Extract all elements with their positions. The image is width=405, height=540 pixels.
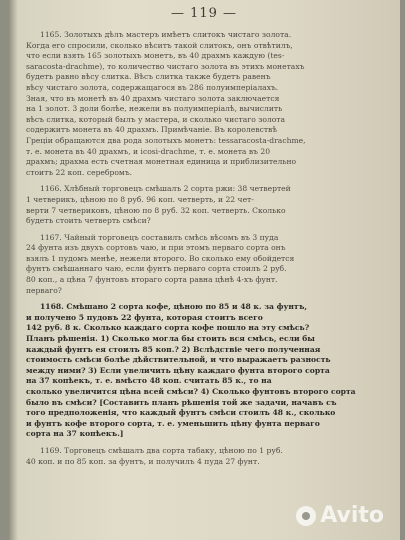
problem-1165	[26, 30, 390, 178]
text-line: 1169. Торговецъ смѣшалъ два сорта табаку, цѣною по 1 руб.	[40, 445, 283, 455]
text-line: 1167. Чайный торговецъ составилъ смѣсь вѣсомъ въ 3 пуда	[40, 232, 279, 242]
page-body	[26, 30, 390, 473]
book-page	[8, 0, 400, 540]
text-line: Зная, что въ монетѣ въ 40 драхмъ чистаго золота заключается	[26, 93, 280, 103]
problem-1167	[26, 233, 390, 297]
text-line: saracosta-drachme), то количество чистаго золота въ этихъ монетахъ	[26, 61, 305, 71]
text-line: того предположенія, что каждый фунтъ смѣси стоилъ 48 к., сколько	[26, 408, 336, 418]
text-line: 1165. Золотыхъ дѣлъ мастеръ имѣетъ слитокъ чистаго золота.	[40, 30, 292, 39]
text-line: Планъ рѣшенія. 1) Сколько могла бы стоить вся смѣсь, если бы	[26, 334, 315, 344]
problem-1168	[26, 302, 390, 440]
text-line: драхмъ; драхма есть счетная монетная единица и приблизительно	[26, 157, 297, 167]
page-number: — 119 —	[170, 6, 238, 21]
text-line: между ними? 3) Если увеличить цѣну каждаго фунта второго сорта	[26, 365, 330, 375]
text-line: будетъ стоить четверть смѣси?	[26, 216, 151, 226]
text-line: 40 коп. и по 85 коп. за фунтъ, и получилъ 4 пуда 27 фунт.	[26, 456, 260, 466]
text-line: 24 фунта изъ двухъ сортовъ чаю, и при этомъ перваго сорта онъ	[26, 243, 286, 253]
text-line: 1166. Хлѣбный торговецъ смѣшалъ 2 сорта ржи: 38 четвертей	[40, 184, 291, 194]
text-line: стоимость смѣси болѣе дѣйствительной, и что выражаетъ разность	[26, 355, 331, 365]
problem-1169	[26, 446, 390, 467]
text-line: взялъ 1 пудомъ менѣе, нежели второго. Во сколько ему обойдется	[26, 253, 295, 263]
text-line: Греціи обращаются два рода золотыхъ монетъ: tessaracosta-drachme,	[26, 135, 306, 145]
text-line: 1168. Смѣшано 2 сорта кофе, цѣною по 85 и 48 к. за фунтъ,	[40, 302, 308, 312]
text-line: каждый фунтъ ея стоилъ 85 коп.? 2) Вслѣдствіе чего полученная	[26, 344, 321, 354]
text-line: на 37 копѣекъ, т. е. вмѣсто 48 коп. считать 85 к., то на	[26, 376, 272, 386]
problem-1166	[26, 184, 390, 226]
text-line: было въ смѣси? [Составить планъ рѣшенія той же задачи, начавъ съ	[26, 397, 337, 407]
text-line: стоитъ 22 коп. серебромъ.	[26, 167, 133, 177]
watermark-text: Avito	[320, 503, 384, 528]
text-line: 1 четверикъ, цѣною по 8 руб. 96 коп. четверть, и 22 чет-	[26, 194, 254, 204]
text-line: и фунтъ кофе второго сорта, т. е. уменьшить цѣну фунта перваго	[26, 418, 320, 428]
text-line: сорта на 37 копѣекъ.]	[26, 429, 124, 439]
text-line: 80 коп., а цѣна 7 фунтовъ втораго сорта равна цѣнѣ 4-хъ фунт.	[26, 275, 278, 285]
avito-logo-icon	[296, 506, 316, 526]
text-line: фунтъ смѣшаннаго чаю, если фунтъ перваго сорта стоилъ 2 руб.	[26, 264, 287, 274]
text-line: перваго?	[26, 285, 62, 295]
text-line: будетъ равно вѣсу слитка. Вѣсъ слитка также будетъ равенъ	[26, 72, 271, 82]
text-line: вѣсу чистаго золота, содержащагося въ 286 полуимперіалахъ.	[26, 82, 279, 92]
text-line: 142 руб. 8 к. Сколько каждаго сорта кофе пошло на эту смѣсь?	[26, 323, 310, 333]
text-line: вѣсъ слитка, который былъ у мастера, и сколько чистаго золота	[26, 114, 286, 124]
avito-watermark	[296, 503, 384, 528]
text-line: и получено 5 пудовъ 22 фунта, которая стоитъ всего	[26, 312, 263, 322]
text-line: что если взять 165 золотыхъ монетъ, въ 40 драхмъ каждую (tes-	[26, 51, 285, 61]
page-gutter-shadow	[8, 0, 18, 540]
text-line: верти 7 четвериковъ, цѣною по 8 руб. 32 коп. четверть. Сколько	[26, 205, 286, 215]
text-line: Когда его спросили, сколько вѣситъ такой слитокъ, онъ отвѣтилъ,	[26, 40, 293, 50]
text-line: т. е. монета въ 40 драхмъ, и icosi-drachme, т. е. монета въ 20	[26, 146, 271, 156]
text-line: содержитъ монета въ 40 драхмъ. Примѣчаніе. Въ королевствѣ	[26, 125, 277, 135]
text-line: на 1 золот. 3 доли болѣе, нежели въ полуимперіалѣ, вычислить	[26, 104, 283, 114]
text-line: сколько увеличится цѣна всей смѣси? 4) Сколько фунтовъ второго сорта	[26, 387, 356, 396]
